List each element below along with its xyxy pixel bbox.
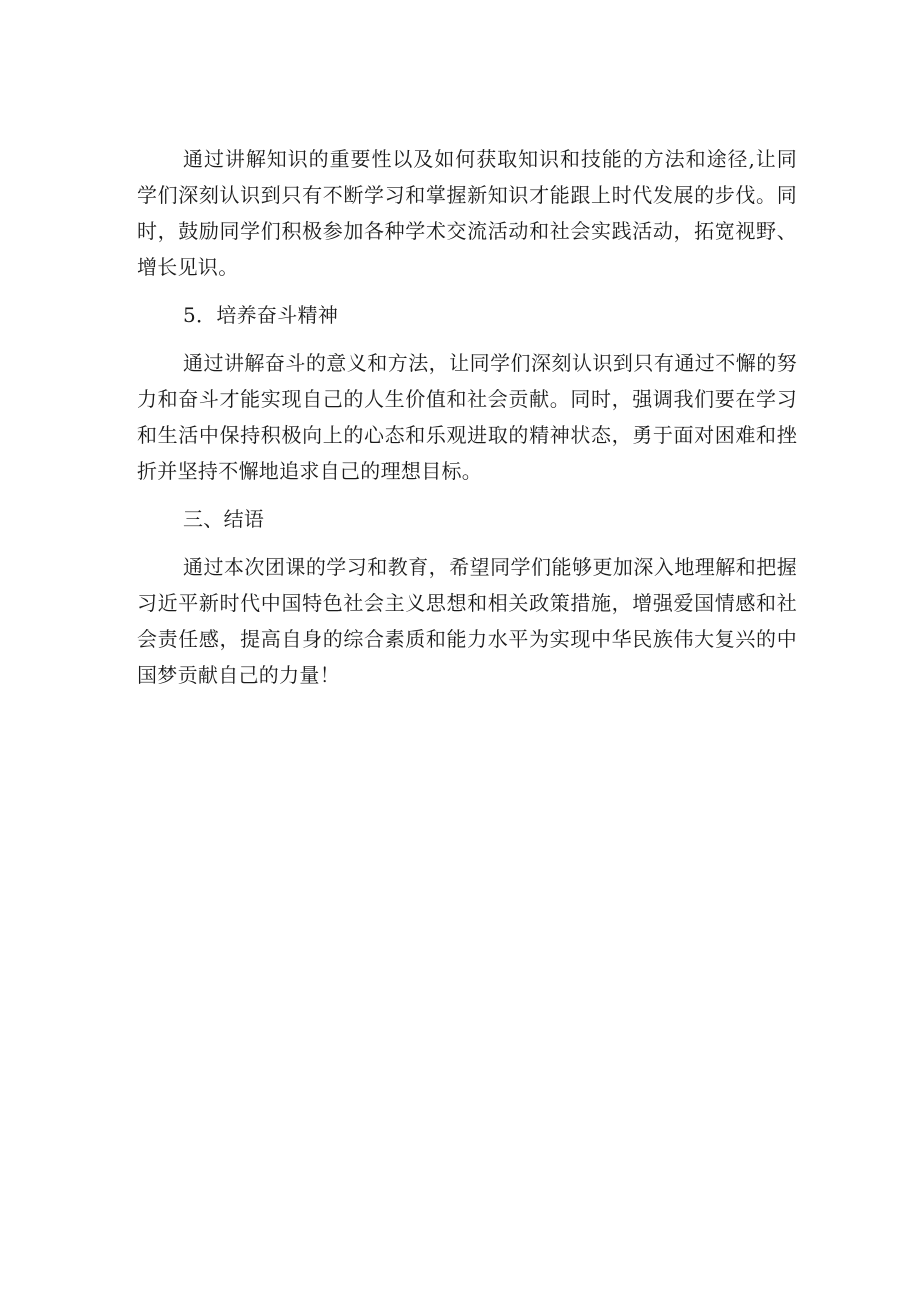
paragraph-line: 学们深刻认识到只有不断学习和掌握新知识才能跟上时代发展的步伐。同 [137, 183, 797, 207]
paragraph-line: 力和奋斗才能实现自己的人生价值和社会贡献。同时，强调我们要在学习 [137, 387, 797, 411]
paragraph-line: 和生活中保持积极向上的心态和乐观进取的精神状态，勇于面对困难和挫 [137, 423, 797, 447]
section-heading-text: 5．培养奋斗精神 [183, 303, 339, 327]
paragraph-line: 通过讲解知识的重要性以及如何获取知识和技能的方法和途径,让同 [183, 147, 797, 171]
paragraph-line: 折并坚持不懈地追求自己的理想目标。 [137, 459, 483, 483]
paragraph-line: 时，鼓励同学们积极参加各种学术交流活动和社会实践活动，拓宽视野、 [137, 219, 797, 243]
paragraph-line: 国梦贡献自己的力量！ [137, 663, 340, 687]
section-heading-struggle [137, 297, 797, 333]
paragraph-line: 习近平新时代中国特色社会主义思想和相关政策措施，增强爱国情感和社 [137, 591, 797, 615]
paragraph-struggle-spirit [137, 345, 797, 489]
section-heading-conclusion [137, 501, 797, 537]
section-heading-text: 三、结语 [183, 507, 265, 531]
paragraph-line: 通过讲解奋斗的意义和方法，让同学们深刻认识到只有通过不懈的努 [183, 351, 797, 375]
paragraph-line: 会责任感，提高自身的综合素质和能力水平为实现中华民族伟大复兴的中 [137, 627, 797, 651]
paragraph-line: 通过本次团课的学习和教育，希望同学们能够更加深入地理解和把握 [183, 555, 797, 579]
paragraph-conclusion [137, 549, 797, 693]
paragraph-knowledge-methods [137, 141, 797, 285]
paragraph-line: 增长见识。 [137, 255, 239, 279]
document-body [137, 141, 797, 693]
